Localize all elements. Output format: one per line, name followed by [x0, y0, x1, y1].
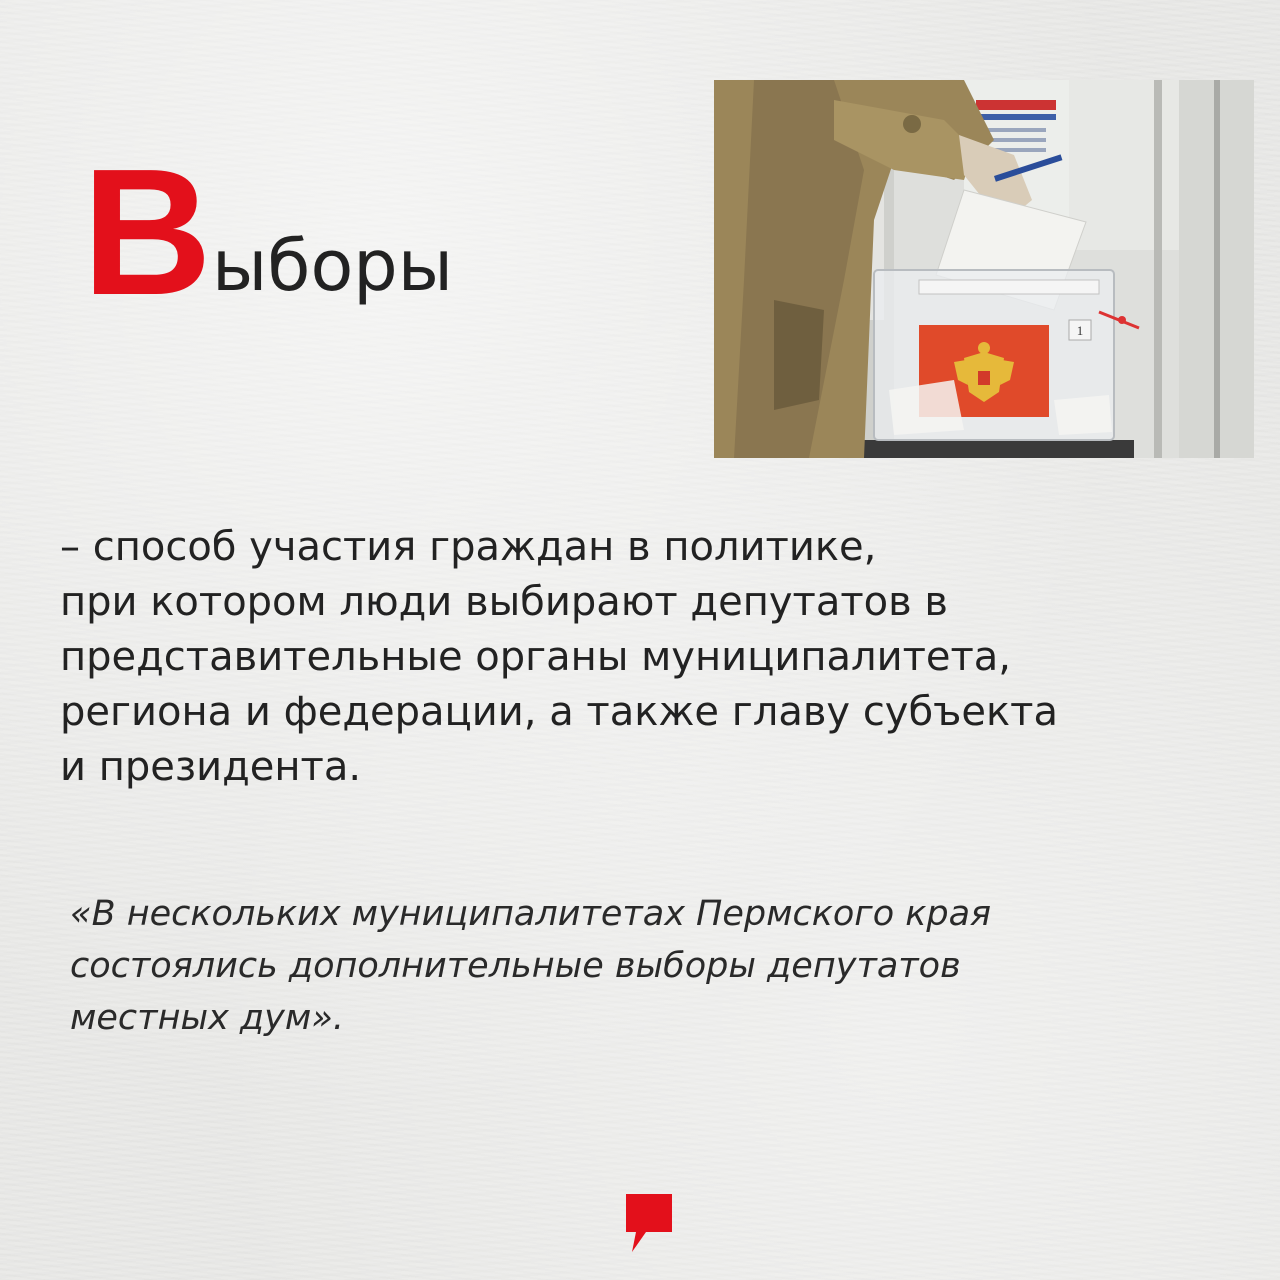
ballot-box-number: 1 [1076, 323, 1084, 338]
title-rest: ыборы [212, 225, 453, 307]
speech-bubble-icon [622, 1192, 678, 1256]
title-initial-letter: В [82, 132, 208, 333]
example-quote: «В нескольких муниципалитетах Пермского края состоялись дополнительные выборы депутатов местных дум». [70, 894, 992, 1038]
definition-text: – способ участия граждан в политике, при котором люди выбирают депутатов в представительные органы муниципалитета, региона и федерации, а также главу субъекта и президента. [60, 524, 1058, 790]
page-title [82, 132, 453, 333]
ballot-box-photo [714, 80, 1254, 458]
